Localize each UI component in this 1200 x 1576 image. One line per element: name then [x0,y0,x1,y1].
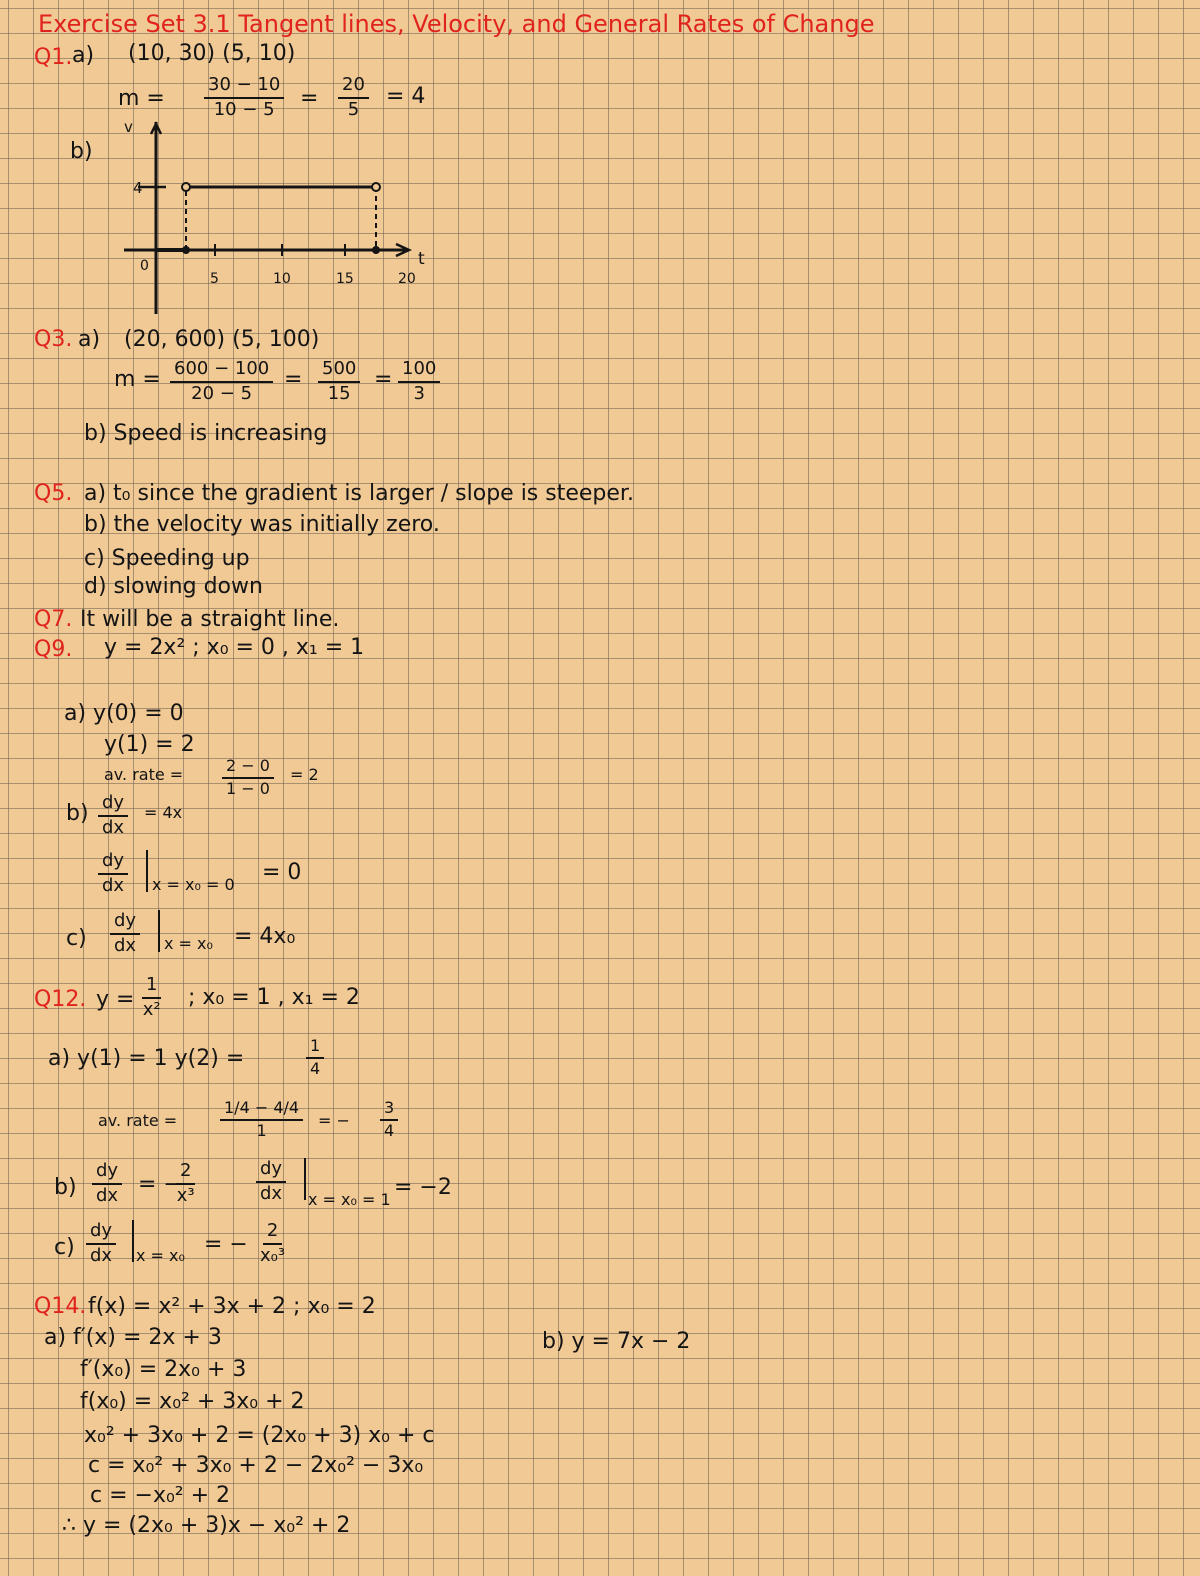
q12-c-fraction [260,1222,285,1266]
q1-a-label: a) [72,43,95,68]
q9-b-dx: dx [102,816,125,838]
q9-c-rhs: = 4x₀ [234,924,296,949]
q9-c-dy: dy [110,912,140,935]
graph-open-point-1 [182,183,190,191]
q14-given: f(x) = x² + 3x + 2 ; x₀ = 2 [88,1294,376,1319]
q12-avrate-fraction [220,1100,303,1140]
q12-b-dy: dy [92,1162,122,1185]
q12-c-dy: dy [86,1222,116,1245]
q3-equals-1: = [284,367,303,392]
q9-avrate-fraction [222,758,274,798]
q3-m: m = [114,367,161,392]
q1-fraction-1-numerator: 30 − 10 [204,76,284,99]
q12-a-numerator: 1 [306,1038,324,1059]
q12-b-label: b) [54,1175,77,1200]
q1-points: (10, 30) (5, 10) [128,41,296,66]
q9-b2-derivative [98,852,128,896]
q1-fraction-1-denominator: 10 − 5 [213,98,275,120]
q3-fraction-2-denominator: 15 [327,382,351,404]
q7-label: Q7. [34,607,73,632]
graph-closed-point-1 [182,246,190,254]
q12-b2-rhs: = −2 [394,1175,452,1200]
q12-avrate-result-denominator: 4 [384,1120,395,1140]
q12-a: a) y(1) = 1 y(2) = [48,1046,245,1071]
q12-c-dx: dx [90,1244,113,1266]
q14-a-line-1: a) f′(x) = 2x + 3 [44,1325,222,1350]
q12-given-y: y = [96,987,135,1012]
q9-label: Q9. [34,637,73,662]
q12-b2-dy: dy [256,1160,286,1183]
q12-b-fraction [176,1162,195,1206]
q12-label: Q12. [34,987,87,1012]
q5-b: b) the velocity was initially zero. [84,512,440,537]
q12-c-evaluation-bar [132,1220,134,1262]
q9-c-dx: dx [114,934,137,956]
q9-a-line-1: a) y(0) = 0 [64,701,184,726]
q3-fraction-1-denominator: 20 − 5 [191,382,253,404]
graph-y-axis-label: v [124,118,133,136]
q9-b-derivative [98,794,128,838]
q12-avrate-equals: = − [318,1111,350,1130]
q3-a-label: a) [78,327,101,352]
velocity-time-graph [0,0,460,320]
q12-b2-derivative [256,1160,286,1204]
q9-avrate-label: av. rate = [104,765,184,784]
q1-result: = 4 [386,84,426,109]
q3-fraction-2-numerator: 500 [318,360,360,383]
q3-fraction-1-numerator: 600 − 100 [170,360,273,383]
q12-b-equals: = − [138,1172,182,1197]
q9-avrate-denominator: 1 − 0 [226,778,270,798]
q1-fraction-2-denominator: 5 [347,98,360,120]
q1-fraction-2-numerator: 20 [338,76,369,99]
q14-a-line-6: c = −x₀² + 2 [90,1483,231,1508]
q12-c-denominator: x₀³ [260,1244,286,1266]
q5-d: d) slowing down [84,574,263,599]
q12-c-subscript: x = x₀ [136,1246,185,1265]
q12-b-numerator: 2 [176,1162,195,1185]
q9-b2-dy: dy [98,852,128,875]
page-title: Exercise Set 3.1 Tangent lines, Velocity, and General Rates of Change [38,10,875,38]
q9-c-label: c) [66,926,87,951]
q9-b2-evaluation-bar [146,850,148,892]
q14-a-line-5: c = x₀² + 3x₀ + 2 − 2x₀² − 3x₀ [88,1453,424,1478]
q1-equals: = [300,86,319,111]
q7-text: It will be a straight line. [80,607,340,632]
q12-b2-subscript: x = x₀ = 1 [308,1190,391,1209]
q1-label: Q1. [34,45,73,70]
q12-c-derivative [86,1222,116,1266]
q12-avrate-result [380,1100,398,1140]
q12-b2-dx: dx [260,1182,283,1204]
q12-given-fraction [142,976,161,1020]
q1-b-label: b) [70,139,93,164]
graph-x-tick-label: 5 [210,271,219,287]
q12-given-denominator: x² [142,998,161,1020]
q9-c-derivative [110,912,140,956]
q9-b-rhs: = 4x [144,803,183,822]
graph-x-axis-label: t [418,249,425,269]
q12-a-denominator: 4 [310,1058,321,1078]
q12-c-equals: = − [204,1232,248,1257]
q12-b-derivative [92,1162,122,1206]
q5-label: Q5. [34,481,73,506]
q3-fraction-3 [398,360,440,404]
q14-a-line-3: f(x₀) = x₀² + 3x₀ + 2 [80,1389,305,1414]
q9-avrate-result: = 2 [290,765,319,784]
q9-b-label: b) [66,801,89,826]
q3-label: Q3. [34,327,73,352]
q12-given-numerator: 1 [142,976,161,999]
q14-a-line-2: f′(x₀) = 2x₀ + 3 [80,1357,247,1382]
q12-a-fraction [306,1038,324,1078]
q9-b-dy: dy [98,794,128,817]
graph-open-point-2 [372,183,380,191]
q12-b2-evaluation-bar [304,1158,306,1200]
q1-m: m = [118,86,165,111]
q12-avrate-result-numerator: 3 [380,1100,398,1121]
q12-c-numerator: 2 [263,1222,282,1245]
graph-x-tick-label: 15 [336,271,354,287]
q9-b2-rhs: = 0 [262,860,302,885]
q12-avrate-denominator: 1 [256,1120,267,1140]
q9-a-line-2: y(1) = 2 [104,732,195,757]
q9-b2-subscript: x = x₀ = 0 [152,875,235,894]
q3-b: b) Speed is increasing [84,421,328,446]
q9-c-evaluation-bar [158,910,160,952]
q14-a-line-4: x₀² + 3x₀ + 2 = (2x₀ + 3) x₀ + c [84,1423,435,1448]
q5-c: c) Speeding up [84,546,250,571]
q14-a-line-7: ∴ y = (2x₀ + 3)x − x₀² + 2 [62,1513,351,1538]
graph-y-tick-label: 4 [133,179,143,197]
q3-fraction-3-denominator: 3 [413,382,425,404]
q12-b-dx: dx [96,1184,119,1206]
q12-given-rest: ; x₀ = 1 , x₁ = 2 [188,985,360,1010]
q5-a: a) t₀ since the gradient is larger / slope is steeper. [84,481,634,506]
q3-fraction-3-numerator: 100 [398,360,440,383]
q12-avrate-label: av. rate = [98,1111,178,1130]
q14-b: b) y = 7x − 2 [542,1329,691,1354]
graph-x-tick-label: 20 [398,271,416,287]
q3-fraction-2 [318,360,360,404]
q12-c-label: c) [54,1235,75,1260]
q9-b2-dx: dx [102,874,125,896]
q9-c-subscript: x = x₀ [164,934,213,953]
q3-points: (20, 600) (5, 100) [124,327,320,352]
graph-origin-label: 0 [140,258,149,274]
q3-fraction-1 [170,360,273,404]
q9-avrate-numerator: 2 − 0 [222,758,274,779]
graph-closed-point-2 [372,246,380,254]
q14-label: Q14. [34,1294,87,1319]
q12-avrate-numerator: 1/4 − 4/4 [220,1100,303,1121]
q3-equals-2: = [374,367,393,392]
graph-x-tick-label: 10 [273,271,291,287]
q9-given: y = 2x² ; x₀ = 0 , x₁ = 1 [104,635,365,660]
q12-b-denominator: x³ [176,1184,195,1206]
